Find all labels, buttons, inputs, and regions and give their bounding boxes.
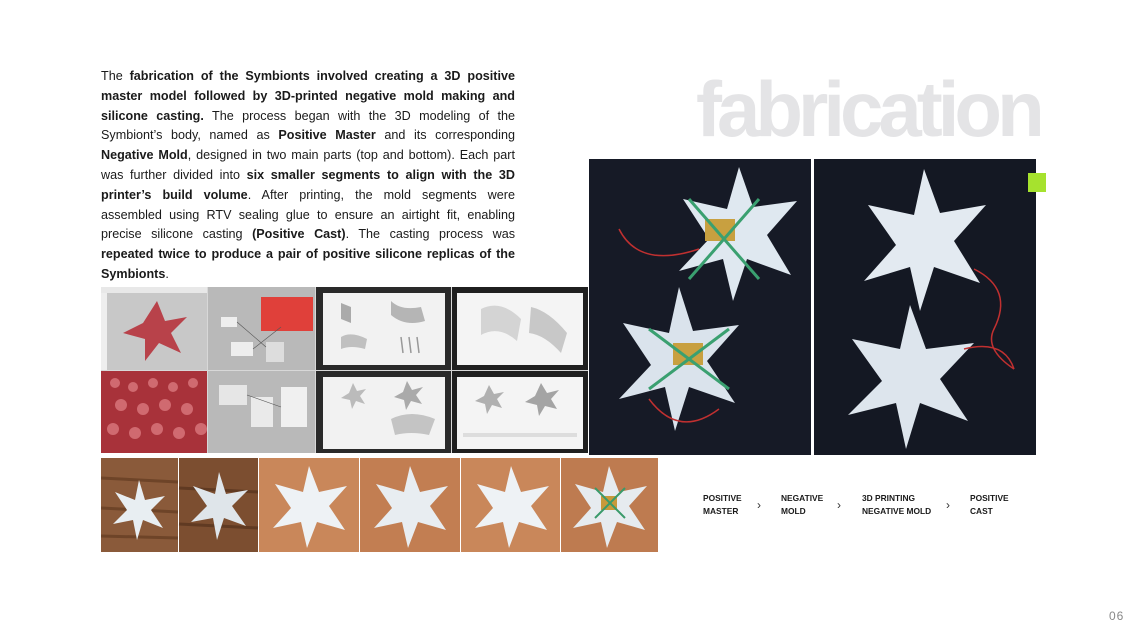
chevron-right-icon: › (837, 498, 841, 512)
step-positive-master: POSITIVE MASTER (703, 493, 742, 516)
electronics-symbionts-photo (589, 159, 811, 455)
text-segment: . (165, 266, 169, 281)
modeling-screenshot-grid (101, 287, 588, 453)
chevron-right-icon: › (946, 498, 950, 512)
bold-text-segment: Positive Master (278, 128, 376, 143)
accent-square (1028, 173, 1046, 192)
section-title: fabrication (696, 65, 1040, 153)
text-segment: and its corresponding (375, 128, 515, 143)
text-segment: . The casting process was (345, 227, 515, 242)
chevron-right-icon: › (757, 498, 761, 512)
step-positive-cast: POSITIVE CAST (970, 493, 1009, 516)
text-segment: , designed in two main parts (top and bottom). Each part was further divided into (101, 148, 515, 182)
step-3d-printing: 3D PRINTING NEGATIVE MOLD (862, 493, 932, 516)
step-negative-mold: NEGATIVE MOLD (781, 493, 824, 516)
bold-text-segment: (Positive Cast) (252, 227, 346, 242)
text-segment: . After printing, the mold segments were assembled using RTV sealing glue to ensure an airtight fit, enabling precise silicone casting (101, 187, 515, 242)
description-paragraph (101, 67, 515, 285)
text-segment: The process began with the 3D modeling of the Symbiont’s body, named as (101, 108, 516, 143)
bold-text-segment: Negative Mold (101, 148, 188, 163)
bold-text-segment: fabrication of the Symbionts involved creating a 3D positive master model followed by 3D-printed negative mold making and silicone casting. (101, 69, 515, 123)
bold-text-segment: six smaller segments to align with the 3D printer’s build volume (101, 167, 515, 202)
text-segment: The (101, 69, 130, 83)
page-number: 06 (1109, 609, 1125, 623)
silicone-cast-photo (814, 159, 1036, 455)
fabrication-photo-strip (101, 458, 658, 552)
bold-text-segment: repeated twice to produce a pair of positive silicone replicas of the Symbionts (101, 247, 515, 281)
